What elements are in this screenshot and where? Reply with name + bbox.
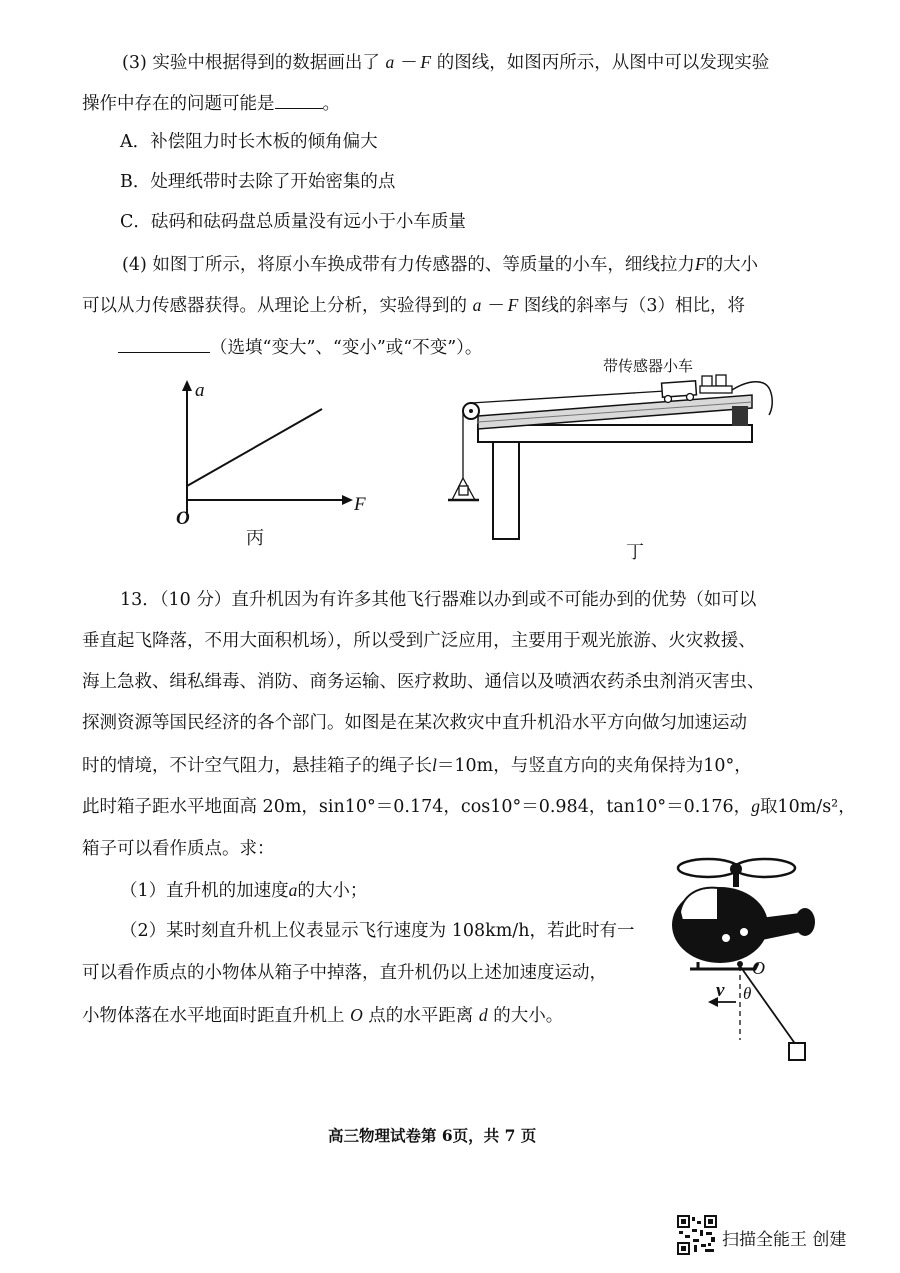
angle-theta-label: θ xyxy=(743,984,752,1003)
q13-line5: 时的情境，不计空气阻力，悬挂箱子的绳子长l＝10m，与竖直方向的夹角保持为10°， xyxy=(82,755,752,776)
scanner-watermark: 扫描全能王 创建 xyxy=(722,1230,847,1250)
q13-line3: 海上急救、缉私缉毒、消防、商务运输、医疗救助、通信以及喷洒农药杀虫剂消灭害虫、 xyxy=(82,672,765,692)
caption-bing: 丙 xyxy=(246,528,264,549)
answer-blank[interactable] xyxy=(275,90,323,109)
figure-ding-apparatus xyxy=(430,360,790,550)
sensor-car-label: 带传感器小车 xyxy=(603,357,694,375)
point-o-label: O xyxy=(752,958,765,978)
velocity-label: v xyxy=(716,980,725,1001)
q13-sub2-line1: （2）某时刻直升机上仪表显示飞行速度为 108km/h，若此时有一 xyxy=(120,921,635,941)
q12-4-line2: 可以从力传感器获得。从理论上分析，实验得到的 a － F 图线的斜率与（3）相比，将 xyxy=(82,295,745,316)
answer-blank[interactable] xyxy=(118,334,210,353)
option-b: B．处理纸带时去除了开始密集的点 xyxy=(120,172,396,192)
q13-line4: 探测资源等国民经济的各个部门。如图是在某次救灾中直升机沿水平方向做匀加速运动 xyxy=(82,713,747,733)
q12-3-line1: (3) 实验中根据得到的数据画出了 a － F 的图线，如图丙所示，从图中可以发现实验 xyxy=(122,52,770,73)
q13-sub2-line3: 小物体落在水平地面时距直升机上 O 点的水平距离 d 的大小。 xyxy=(82,1005,564,1026)
q13-line6: 此时箱子距水平地面高 20m，sin10°＝0.174，cos10°＝0.984，tan10°＝0.176，g取10m/s²， xyxy=(82,796,856,817)
origin-label: O xyxy=(176,508,190,529)
axis-label-f: F xyxy=(354,494,366,515)
q13-line1: 13．（10 分）直升机因为有许多其他飞行器难以办到或不可能办到的优势（如可以 xyxy=(120,590,757,610)
caption-ding: 丁 xyxy=(626,542,644,563)
option-c: C．砝码和砝码盘总质量没有远小于小车质量 xyxy=(120,212,466,232)
option-a: A．补偿阻力时长木板的倾角偏大 xyxy=(120,132,378,152)
figure-bing-graph xyxy=(160,378,360,538)
page-footer: 高三物理试卷第 6页，共 7 页 xyxy=(328,1126,537,1145)
q13-line7: 箱子可以看作质点。求： xyxy=(82,839,275,859)
q12-4-line1: (4) 如图丁所示，将原小车换成带有力传感器的、等质量的小车，细线拉力F的大小 xyxy=(122,254,759,275)
q12-4-line3: （选填“变大”、“变小”或“不变”）。 xyxy=(118,334,482,360)
q13-line2: 垂直起飞降落，不用大面积机场），所以受到广泛应用，主要用于观光旅游、火灾救援、 xyxy=(82,631,756,651)
helicopter-figure xyxy=(660,850,820,1070)
axis-label-a: a xyxy=(195,380,205,401)
q13-sub2-line2: 可以看作质点的小物体从箱子中掉落，直升机仍以上述加速度运动， xyxy=(82,963,607,983)
q13-sub1: （1）直升机的加速度a的大小； xyxy=(120,880,368,901)
qr-code-icon xyxy=(677,1215,717,1255)
q12-3-line2: 操作中存在的问题可能是 。 xyxy=(82,90,340,116)
